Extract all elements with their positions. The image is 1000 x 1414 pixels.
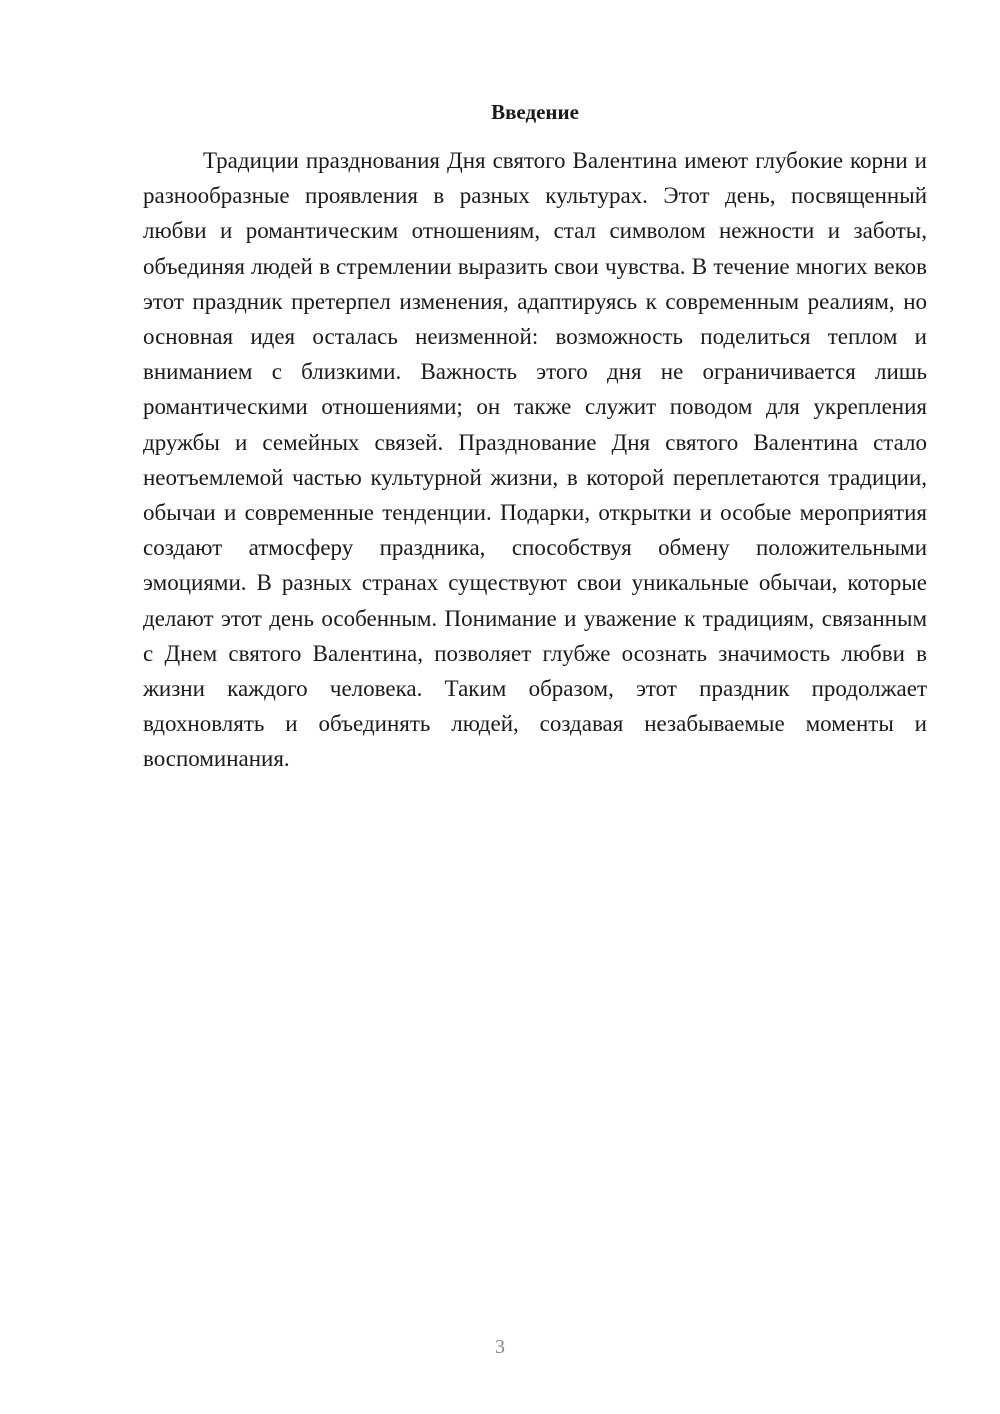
section-heading: Введение (491, 100, 579, 124)
page-number: 3 (495, 1336, 505, 1358)
body-paragraph: Традиции празднования Дня святого Валентина имеют глубокие корни и разнообразные проявления в разных культурах. Этот день, посвященный любви и романтическим отношениям, стал символом нежности и заботы, объединяя людей в стремлении выразить свои чувства. В течение многих веков этот праздник претерпел изменения, адаптируясь к современным реалиям, но основная идея осталась неизменной: возможность поделиться теплом и вниманием с близкими. Важность этого дня не ограничивается лишь романтическими отношениями; он также служит поводом для укрепления дружбы и семейных связей. Празднование Дня святого Валентина стало неотъемлемой частью культурной жизни, в которой переплетаются традиции, обычаи и современные тенденции. Подарки, открытки и особые мероприятия создают атмосферу праздника, способствуя обмену положительными эмоциями. В разных странах существуют свои уникальные обычаи, которые делают этот день особенным. Понимание и уважение к традициям, связанным с Днем святого Валентина, позволяет глубже осознать значимость любви в жизни каждого человека. Таким образом, этот праздник продолжает вдохновлять и объединять людей, создавая незабываемые моменты и воспоминания. (143, 148, 927, 772)
